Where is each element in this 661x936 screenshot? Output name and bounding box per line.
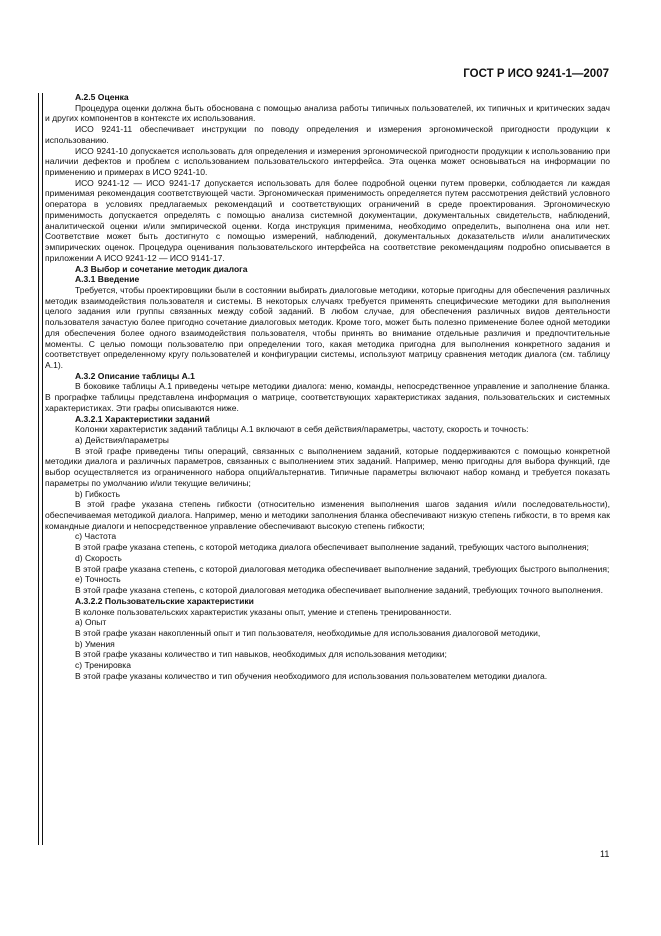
paragraph: ИСО 9241-12 — ИСО 9241-17 допускается использовать для более подробной оценки путем проверки, соблюдается ли каждая применимая рекомендация соответствующей части. Эргономическая применимость определяется путем рассмотрения действий условного оператора в условиях предлагаемых рекомендаций и соответствующих ограничений в среде проектирования. Эргономическую применимость допускается определять с помощью анализа системной документации, документальных свидетельств, наблюдений, аналитической оценки и/или эмпирической оценки. Когда инструкция применима, необходимо определить, выполнена она или нет. Соответствие может быть достигнуто с помощью измерений, наблюдений, документальных доказательств и/или аналитических эмпирических оценок. Процедура оценивания пользовательского интерфейса на соответствие рекомендациям подробно описывается в приложении А ИСО 9241-12 — ИСО 9141-17. (45, 177, 610, 263)
section-heading: А.3.2 Описание таблицы А.1 (75, 370, 195, 381)
paragraph: В колонке пользовательских характеристик указаны опыт, умение и степень тренированности. (75, 606, 452, 617)
paragraph: ИСО 9241-11 обеспечивает инструкции по поводу определения и измерения эргономической пригодности продукции к использованию. (45, 124, 610, 145)
section-heading: А.2.5 Оценка (75, 92, 129, 102)
paragraph: В этой графе указана степень, с которой диалоговая методика обеспечивает выполнение заданий, требующих точного выполнения. (75, 585, 603, 596)
document-header: ГОСТ Р ИСО 9241-1—2007 (463, 68, 609, 80)
paragraph: В этой графе указаны количество и тип обучения необходимого для использования пользователем методики диалога. (75, 670, 548, 681)
list-item-label: a) Действия/параметры (75, 435, 169, 445)
paragraph: В этой графе указана степень, с которой диалоговая методика обеспечивает выполнение заданий, требующих быстрого выполнения; (75, 563, 610, 574)
section-heading: А.3 Выбор и сочетание методик диалога (75, 263, 248, 274)
list-item-label: b) Умения (75, 638, 115, 649)
change-bar (42, 93, 43, 845)
paragraph: В боковике таблицы А.1 приведены четыре методики диалога: меню, команды, непосредственное управление и заполнение бланка. В прографке таблицы представлена информация о матрице, соответствующих характеристиках задания, пользовательских и системных характеристиках. Эти графы описываются ниже. (45, 381, 610, 413)
list-item-label: c) Тренировка (75, 660, 131, 671)
section-heading: А.3.1 Введение (75, 274, 140, 285)
paragraph: ИСО 9241-10 допускается использовать для определения и измерения эргономической пригодности продукции к использованию при наличии дефектов и проблем с использованием пользовательского интерфейса. Эта оценка может основываться на информации по применению и примерах в ИСО 9241-10. (45, 145, 610, 178)
list-item-label: c) Частота (75, 531, 117, 542)
paragraph: В этой графе указана степень гибкости (относительно изменения выполнения шагов задания и/или последовательности), обеспечиваемая методикой диалога. Например, меню и методики заполнения бланка обеспечивают низкую степень гибкости, в то время как командные диалоги и непосредственное управление обеспечивают высокую степень гибкости; (45, 499, 610, 531)
document-body (45, 92, 610, 682)
paragraph: В этой графе указаны количество и тип навыков, необходимых для использования методики; (75, 649, 447, 660)
section-heading: А.3.2.2 Пользовательские характеристики (75, 595, 254, 606)
paragraph: Процедура оценки должна быть обоснована с помощью анализа работы типичных пользователей, их типичных и критических задач и других компонентов в контексте их использования. (45, 102, 610, 124)
paragraph: В этой графе указана степень, с которой методика диалога обеспечивает выполнение заданий, требующих частого выполнения; (75, 542, 589, 553)
paragraph: Колонки характеристик заданий таблицы А.1 включают в себя действия/параметры, частоту, скорость и точность: (75, 424, 529, 435)
list-item-label: e) Точность (75, 574, 121, 585)
list-item-label: d) Скорость (75, 552, 122, 563)
change-bar (38, 93, 39, 845)
page-number: 11 (600, 849, 610, 859)
paragraph: В этой графе указан накопленный опыт и тип пользователя, необходимые для использования диалоговой методики, (75, 627, 541, 638)
paragraph: Требуется, чтобы проектировщики были в состоянии выбирать диалоговые методики, которые пригодны для обеспечения различных методик взаимодействия пользователя и системы. В некоторых случаях требуется применять специфические методики для выполнения целого задания или группы связанных между собой заданий. В любом случае, для обеспечения различных видов деятельности пользователя зачастую более пригодно сочетание диалоговых методик. Кроме того, может быть полезно применение более одной методики для обеспечения более одного взаимодействия пользователя, чтобы принять во внимание отдельные различия и предпочтительные моменты. С целью помощи пользователю при определении того, какая методика пригодна для выполнения конкретного задания и соответствует определенному кругу пользователей и конфигурации системы, используют матрицу сравнения методик диалога (см. таблицу А.1). (45, 284, 610, 370)
list-item-label: a) Опыт (75, 617, 107, 628)
section-heading: А.3.2.1 Характеристики заданий (75, 413, 210, 424)
paragraph: В этой графе приведены типы операций, связанных с выполнением заданий, которые поддерживаются с помощью конкретной методики диалога и различных параметров, связанных с выполнением этих заданий. Например, меню пригодны для выбора функций, где выбор осуществляется из ограниченного набора опций/альтернатив. Типичные параметры включают набор команд и требуется показать параметры по умолчанию и/или текущие величины; (45, 445, 610, 488)
list-item-label: b) Гибкость (75, 488, 121, 499)
